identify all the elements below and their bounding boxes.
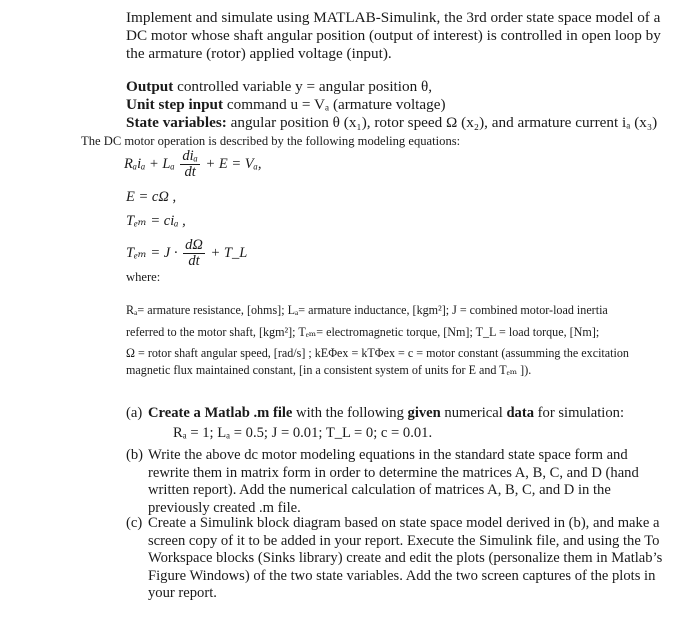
equation-1-denominator: dt (184, 164, 196, 180)
definition-line-2: referred to the motor shaft, [kgm²]; Tₑₘ= electromagnetic torque, [Nm]; T_L = load torque, [Nm]; (126, 325, 600, 339)
question-c-text: Create a Simulink block diagram based on state space model derived in (b), and make a screen copy of it to be added in your report. Execute the Simulink file, and using the To Workspace blocks (Sinks library) create and edit the plots (personalize them in Matlab’s Figure Windows) of the two state variables. Add the two screen captures of the plots in your report. (148, 515, 663, 602)
question-a-values: Rₐ = 1; Lₐ = 0.5; J = 0.01; T_L = 0; c = 0.01. (173, 425, 433, 441)
question-a-bold: Create a Matlab .m file (148, 405, 293, 421)
spec-input (126, 96, 446, 114)
definition-line-3: Ω = rotor shaft angular speed, [rad/s] ; kEΦex = kTΦex = c = motor constant (assumming the excitation (126, 346, 629, 360)
question-c-label: (c) (126, 515, 143, 531)
question-a-text-1: with the following (292, 405, 408, 421)
question-a-bold-2: given (407, 405, 441, 421)
equation-3: Tₑₘ = ciₐ , (126, 213, 186, 229)
spec-output-text: controlled variable y = angular position θ, (173, 78, 433, 95)
question-a-bold-3: data (506, 405, 535, 421)
question-a-text (148, 405, 663, 423)
equation-4-numerator: dΩ (185, 237, 203, 253)
spec-output (126, 78, 432, 96)
spec-state (126, 114, 657, 132)
question-b-text: Write the above dc motor modeling equations in the standard state space form and rewrite them in matrix form in order to determine the matrices A, B, C, and D (hand written report). Add the numerical calculation of matrices A, B, C, and D in the previously created .m file. (148, 447, 639, 516)
equation-1-right: + E = Vₐ, (205, 155, 262, 172)
equation-4-denominator: dt (188, 253, 200, 269)
definition-line-4: magnetic flux maintained constant, [in a consistent system of units for E and Tₑₘ ]). (126, 363, 532, 377)
spec-input-text: command u = Vₐ (armature voltage) (223, 96, 446, 113)
where-label: where: (126, 270, 161, 284)
intro-line-1: Implement and simulate using MATLAB-Simulink, the 3rd order state space model of a (126, 9, 661, 26)
definition-line-1: Rₐ= armature resistance, [ohms]; Lₐ= armature inductance, [kgm²]; J = combined motor-load inertia (126, 303, 608, 317)
question-a-text-3: for simulation: (534, 405, 625, 421)
spec-input-label: Unit step input (126, 96, 224, 113)
spec-state-label: State variables: (126, 114, 227, 131)
spec-state-text: angular position θ (x₁), rotor speed Ω (x₂), and armature current iₐ (x₃) (226, 114, 658, 131)
equation-4-left: Tₑₘ = J · (126, 244, 178, 261)
question-b-label: (b) (126, 447, 144, 463)
equation-1-fraction (180, 149, 200, 180)
question-a-text-2: numerical (440, 405, 507, 421)
equation-2: E = cΩ , (126, 189, 177, 205)
equations-intro: The DC motor operation is described by the following modeling equations: (81, 134, 461, 148)
question-a-label: (a) (126, 405, 143, 421)
spec-output-label: Output (126, 78, 174, 95)
equation-4 (126, 238, 247, 269)
equation-1-numerator: diₐ (182, 148, 198, 164)
intro-line-3: the armature (rotor) applied voltage (input). (126, 45, 392, 62)
equation-1-left: Rₐiₐ + Lₐ (124, 155, 175, 172)
equation-4-right: + T_L (210, 244, 248, 261)
equation-1 (124, 149, 262, 180)
equation-4-fraction (183, 238, 205, 269)
intro-line-2: DC motor whose shaft angular position (output of interest) is controlled in open loop by (126, 27, 661, 44)
